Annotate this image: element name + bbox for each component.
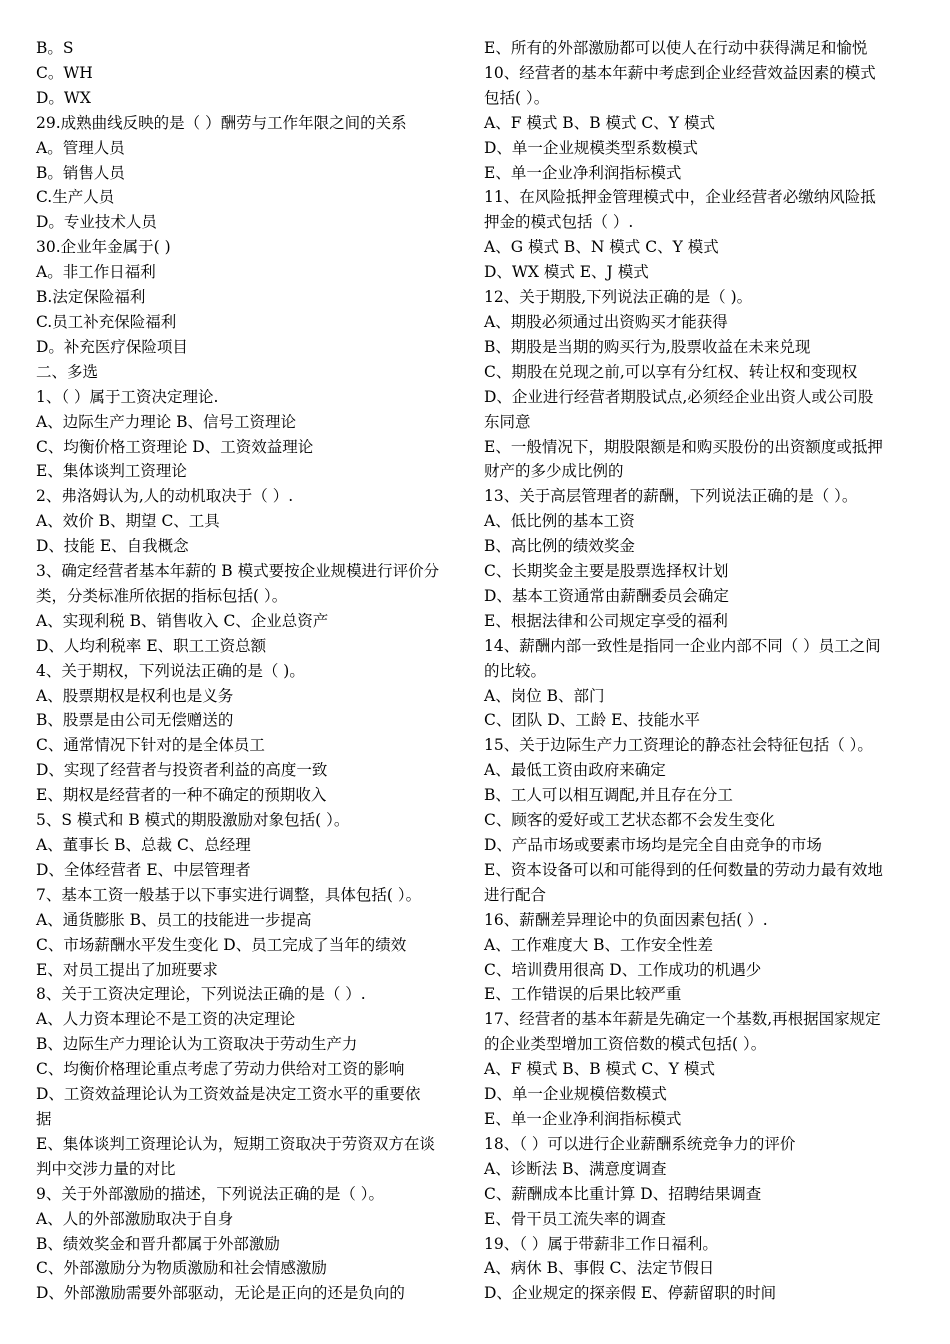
- right-text-line: A、诊断法 B、满意度调查: [484, 1159, 667, 1178]
- right-text-line: 押金的模式包括（ ）.: [484, 213, 634, 232]
- left-text-line: C。WH: [36, 63, 93, 82]
- left-text-line: 3、确定经营者基本年薪的 B 模式要按企业规模进行评价分: [36, 562, 440, 581]
- right-text-line: A、岗位 B、部门: [484, 686, 605, 705]
- right-text-line: C、长期奖金主要是股票选择权计划: [484, 562, 729, 581]
- left-text-line: B。销售人员: [36, 163, 125, 182]
- right-text-line: 财产的多少成比例的: [484, 462, 624, 481]
- right-text-line: 包括( ）。: [484, 88, 550, 107]
- right-text-line: 14、薪酬内部一致性是指同一企业内部不同（ ）员工之间: [484, 636, 881, 655]
- left-text-line: D、实现了经营者与投资者利益的高度一致: [36, 761, 328, 780]
- left-text-line: A、人的外部激励取决于自身: [36, 1209, 234, 1228]
- left-text-line: E、期权是经营者的一种不确定的预期收入: [36, 786, 327, 805]
- left-text-line: C.生产人员: [36, 188, 115, 207]
- right-text-line: C、期股在兑现之前,可以享有分红权、转让权和变现权: [484, 362, 858, 381]
- right-text-line: 东同意: [484, 412, 531, 431]
- left-text-line: 9、关于外部激励的描述，下列说法正确的是（ ）。: [36, 1184, 385, 1203]
- left-text-line: E、集体谈判工资理论: [36, 462, 187, 481]
- right-text-line: E、一般情况下，期股限额是和购买股份的出资额度或抵押: [484, 437, 883, 456]
- left-text-line: C、均衡价格理论重点考虑了劳动力供给对工资的影响: [36, 1060, 405, 1079]
- right-text-line: 13、关于高层管理者的薪酬，下列说法正确的是（ ）。: [484, 487, 858, 506]
- right-text-line: 19、（ ）属于带薪非工作日福利。: [484, 1234, 718, 1253]
- left-text-line: 29.成熟曲线反映的是（ ）酬劳与工作年限之间的关系: [36, 113, 407, 132]
- left-text-line: A。非工作日福利: [36, 263, 156, 282]
- left-text-line: A、边际生产力理论 B、信号工资理论: [36, 412, 297, 431]
- left-text-line: 7、基本工资一般基于以下事实进行调整，具体包括( ）。: [36, 885, 422, 904]
- right-text-line: B、工人可以相互调配,并且存在分工: [484, 786, 733, 805]
- right-text-line: E、骨干员工流失率的调查: [484, 1209, 666, 1228]
- right-text-line: 15、关于边际生产力工资理论的静态社会特征包括（ ）。: [484, 736, 873, 755]
- right-text-line: C、薪酬成本比重计算 D、招聘结果调查: [484, 1184, 762, 1203]
- right-text-line: B、期股是当期的购买行为,股票收益在未来兑现: [484, 337, 811, 356]
- right-text-line: 11、在风险抵押金管理模式中，企业经营者必缴纳风险抵: [484, 188, 876, 207]
- right-text-line: A、工作难度大 B、工作安全性差: [484, 935, 714, 954]
- left-text-line: 30.企业年金属于( ): [36, 238, 171, 257]
- left-text-line: 据: [36, 1109, 52, 1128]
- left-column: [36, 36, 468, 1306]
- right-text-line: E、单一企业净利润指标模式: [484, 163, 682, 182]
- left-text-line: 二、多选: [36, 362, 99, 381]
- right-text-line: E、工作错误的后果比较严重: [484, 985, 682, 1004]
- right-text-line: D、WX 模式 E、J 模式: [484, 263, 649, 282]
- left-text-line: 2、弗洛姆认为,人的动机取决于（ ）.: [36, 487, 294, 506]
- right-text-line: 16、薪酬差异理论中的负面因素包括( ）.: [484, 910, 768, 929]
- right-text-line: D、产品市场或要素市场均是完全自由竞争的市场: [484, 836, 822, 854]
- left-text-line: E、对员工提出了加班要求: [36, 960, 218, 979]
- right-text-line: A、病休 B、事假 C、法定节假日: [484, 1259, 715, 1278]
- left-text-line: 4、关于期权，下列说法正确的是（ )。: [36, 661, 305, 680]
- right-text-line: D、单一企业规模类型系数模式: [484, 138, 698, 157]
- left-text-line: D、人均利税率 E、职工工资总额: [36, 636, 267, 655]
- right-text-line: A、F 模式 B、B 模式 C、Y 模式: [484, 1060, 715, 1079]
- left-text-line: D、全体经营者 E、中层管理者: [36, 860, 251, 879]
- left-text-line: C、市场薪酬水平发生变化 D、员工完成了当年的绩效: [36, 935, 407, 954]
- left-text-line: B、绩效奖金和晋升都属于外部激励: [36, 1234, 280, 1253]
- right-text-line: A、低比例的基本工资: [484, 512, 635, 531]
- right-text-line: D、单一企业规模倍数模式: [484, 1085, 667, 1104]
- right-text-line: C、培训费用很高 D、工作成功的机遇少: [484, 960, 762, 979]
- right-text-line: D、基本工资通常由薪酬委员会确定: [484, 586, 729, 605]
- left-text-line: C、外部激励分为物质激励和社会情感激励: [36, 1259, 327, 1278]
- right-text-line: C、团队 D、工龄 E、技能水平: [484, 711, 700, 730]
- left-text-line: C、均衡价格工资理论 D、工资效益理论: [36, 437, 314, 456]
- right-text-line: A、期股必须通过出资购买才能获得: [484, 312, 728, 331]
- left-text-line: B.法定保险福利: [36, 288, 146, 307]
- right-text-line: A、F 模式 B、B 模式 C、Y 模式: [484, 113, 715, 132]
- left-text-line: A、实现利税 B、销售收入 C、企业总资产: [36, 611, 329, 630]
- right-text-line: A、最低工资由政府来确定: [484, 761, 666, 780]
- right-text-line: 18、（ ）可以进行企业薪酬系统竞争力的评价: [484, 1134, 796, 1153]
- left-text-line: E、集体谈判工资理论认为，短期工资取决于劳资双方在谈: [36, 1134, 435, 1153]
- left-text-line: A、人力资本理论不是工资的决定理论: [36, 1010, 296, 1029]
- right-text-line: C、顾客的爱好或工艺状态都不会发生变化: [484, 811, 775, 830]
- left-text-line: B、股票是由公司无偿赠送的: [36, 711, 234, 730]
- left-text-line: A、通货膨胀 B、员工的技能进一步提高: [36, 910, 312, 929]
- right-text-line: B、高比例的绩效奖金: [484, 537, 635, 556]
- left-text-line: A、效价 B、期望 C、工具: [36, 512, 220, 531]
- left-text-line: 8、关于工资决定理论，下列说法正确的是（ ）.: [36, 985, 366, 1004]
- left-text-line: D。补充医疗保险项目: [36, 337, 188, 356]
- left-text-line: 判中交涉力量的对比: [36, 1159, 176, 1178]
- left-text-line: D。WX: [36, 88, 91, 107]
- right-text-line: A、G 模式 B、N 模式 C、Y 模式: [484, 238, 719, 257]
- right-text-line: E、单一企业净利润指标模式: [484, 1109, 682, 1128]
- left-text-line: D、外部激励需要外部驱动，无论是正向的还是负向的: [36, 1284, 405, 1303]
- left-text-line: 1、（ ）属于工资决定理论.: [36, 387, 219, 406]
- right-text-line: E、资本设备可以和可能得到的任何数量的劳动力最有效地: [484, 860, 883, 879]
- right-column: [484, 36, 916, 1306]
- right-text-line: D、企业进行经营者期股试点,必须经企业出资人或公司股: [484, 387, 874, 406]
- right-text-line: 10、经营者的基本年薪中考虑到企业经营效益因素的模式: [484, 63, 876, 82]
- left-text-line: B、边际生产力理论认为工资取决于劳动生产力: [36, 1035, 358, 1054]
- left-text-line: B。S: [36, 39, 74, 57]
- right-text-line: 12、关于期股,下列说法正确的是（ )。: [484, 288, 753, 307]
- right-text-line: E、根据法律和公司规定享受的福利: [484, 611, 728, 630]
- right-text-line: 17、经营者的基本年薪是先确定一个基数,再根据国家规定: [484, 1010, 881, 1029]
- left-text-line: 5、S 模式和 B 模式的期股激励对象包括( ）。: [36, 811, 350, 830]
- left-text-line: A、董事长 B、总裁 C、总经理: [36, 836, 251, 854]
- left-text-line: D、技能 E、自我概念: [36, 537, 189, 556]
- left-text-line: C.员工补充保险福利: [36, 312, 177, 331]
- right-text-line: 的比较。: [484, 661, 547, 680]
- left-text-line: 类，分类标准所依据的指标包括( ）。: [36, 586, 288, 605]
- right-text-line: 的企业类型增加工资倍数的模式包括( ）。: [484, 1035, 767, 1054]
- right-text-line: E、所有的外部激励都可以使人在行动中获得满足和愉悦: [484, 39, 868, 57]
- left-text-line: A、股票期权是权利也是义务: [36, 686, 234, 705]
- right-text-line: D、企业规定的探亲假 E、停薪留职的时间: [484, 1284, 777, 1303]
- left-text-line: D。专业技术人员: [36, 213, 157, 232]
- left-text-line: D、工资效益理论认为工资效益是决定工资水平的重要依: [36, 1085, 421, 1104]
- left-text-line: A。管理人员: [36, 138, 125, 157]
- left-text-line: C、通常情况下针对的是全体员工: [36, 736, 265, 755]
- right-text-line: 进行配合: [484, 885, 547, 904]
